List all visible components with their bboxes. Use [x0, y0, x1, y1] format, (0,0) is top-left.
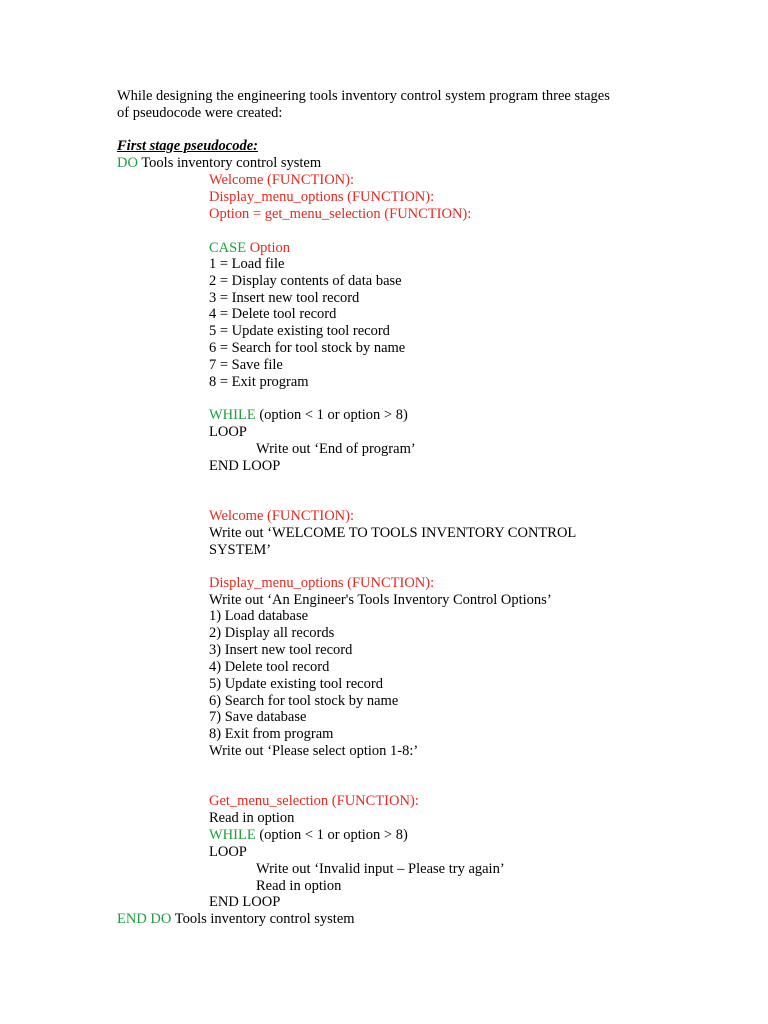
get-menu-loop-line: LOOP	[209, 844, 247, 860]
case-item: 1 = Load file	[209, 256, 285, 272]
menu-option: 5) Update existing tool record	[209, 676, 383, 692]
call-get-menu-selection: Option = get_menu_selection (FUNCTION):	[209, 206, 472, 222]
while-keyword: WHILE	[209, 827, 256, 843]
welcome-line-1: Write out ‘WELCOME TO TOOLS INVENTORY CONTROL	[209, 525, 577, 541]
intro-line-1: While designing the engineering tools inventory control system program three stages	[117, 88, 610, 104]
read-option-again-line: Read in option	[256, 878, 342, 894]
select-prompt-line: Write out ‘Please select option 1-8:’	[209, 743, 419, 759]
do-keyword: DO	[117, 155, 138, 171]
welcome-function-header: Welcome (FUNCTION):	[209, 508, 355, 524]
while-keyword: WHILE	[209, 407, 256, 423]
end-do-text: Tools inventory control system	[171, 911, 355, 927]
while-line	[209, 407, 408, 424]
while-condition: (option < 1 or option > 8)	[255, 827, 408, 843]
intro-line-2: of pseudocode were created:	[117, 105, 283, 121]
menu-option: 2) Display all records	[209, 625, 335, 641]
end-do-line	[117, 911, 355, 928]
welcome-line-2: SYSTEM’	[209, 542, 272, 558]
menu-option: 8) Exit from program	[209, 726, 334, 742]
case-item: 7 = Save file	[209, 357, 283, 373]
case-item: 2 = Display contents of data base	[209, 273, 402, 289]
loop-line: LOOP	[209, 424, 247, 440]
menu-option: 1) Load database	[209, 608, 309, 624]
end-do-keyword: END DO	[117, 911, 172, 927]
case-item: 8 = Exit program	[209, 374, 309, 390]
case-keyword: CASE	[209, 240, 247, 256]
do-line	[117, 155, 321, 172]
case-item: 5 = Update existing tool record	[209, 323, 390, 339]
menu-option: 6) Search for tool stock by name	[209, 693, 399, 709]
case-line	[209, 240, 290, 257]
end-loop-line: END LOOP	[209, 458, 281, 474]
case-variable: Option	[246, 240, 290, 256]
section-heading: First stage pseudocode:	[117, 138, 258, 154]
call-display-menu: Display_menu_options (FUNCTION):	[209, 189, 435, 205]
get-menu-end-loop-line: END LOOP	[209, 894, 281, 910]
case-item: 4 = Delete tool record	[209, 306, 337, 322]
get-menu-function-header: Get_menu_selection (FUNCTION):	[209, 793, 419, 809]
menu-option: 3) Insert new tool record	[209, 642, 353, 658]
menu-option: 7) Save database	[209, 709, 307, 725]
do-text: Tools inventory control system	[137, 155, 322, 171]
call-welcome: Welcome (FUNCTION):	[209, 172, 355, 188]
invalid-input-line: Write out ‘Invalid input – Please try again’	[256, 861, 505, 877]
case-item: 3 = Insert new tool record	[209, 290, 360, 306]
display-function-header: Display_menu_options (FUNCTION):	[209, 575, 435, 591]
get-menu-while-line	[209, 827, 408, 844]
read-option-line: Read in option	[209, 810, 295, 826]
loop-body: Write out ‘End of program’	[256, 441, 416, 457]
display-title-line: Write out ‘An Engineer's Tools Inventory Control Options’	[209, 592, 552, 608]
menu-option: 4) Delete tool record	[209, 659, 330, 675]
while-condition: (option < 1 or option > 8)	[255, 407, 408, 423]
case-item: 6 = Search for tool stock by name	[209, 340, 406, 356]
